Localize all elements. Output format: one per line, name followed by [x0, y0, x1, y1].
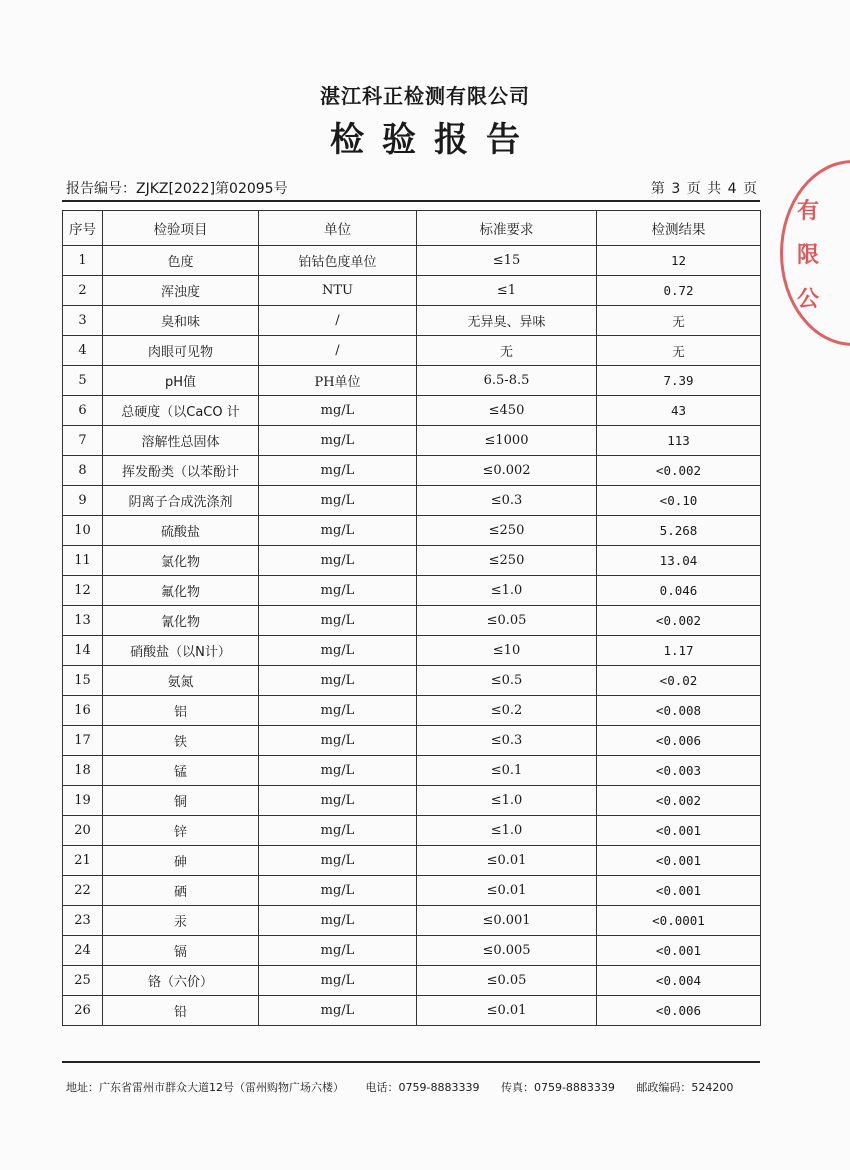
- cell-item: 镉: [103, 936, 259, 966]
- cell-unit: /: [259, 336, 417, 366]
- cell-unit: mg/L: [259, 456, 417, 486]
- cell-standard: ≤1.0: [417, 816, 597, 846]
- cell-standard: ≤0.005: [417, 936, 597, 966]
- cell-no: 3: [63, 306, 103, 336]
- table-row: [63, 876, 761, 906]
- cell-standard: 无: [417, 336, 597, 366]
- cell-unit: /: [259, 306, 417, 336]
- cell-result: 5.268: [597, 516, 761, 546]
- table-row: [63, 336, 761, 366]
- cell-standard: ≤0.01: [417, 876, 597, 906]
- cell-item: 铁: [103, 726, 259, 756]
- table-row: [63, 246, 761, 276]
- cell-result: 43: [597, 396, 761, 426]
- cell-item: 锌: [103, 816, 259, 846]
- cell-result: <0.10: [597, 486, 761, 516]
- cell-unit: mg/L: [259, 516, 417, 546]
- cell-unit: mg/L: [259, 846, 417, 876]
- table-row: [63, 366, 761, 396]
- col-header-item: 检验项目: [103, 211, 259, 246]
- cell-result: 0.72: [597, 276, 761, 306]
- cell-unit: mg/L: [259, 546, 417, 576]
- cell-no: 12: [63, 576, 103, 606]
- footer-fax: 传真：0759-8883339: [500, 1081, 615, 1094]
- cell-standard: ≤0.05: [417, 606, 597, 636]
- table-row: [63, 726, 761, 756]
- cell-result: <0.001: [597, 936, 761, 966]
- cell-result: <0.008: [597, 696, 761, 726]
- cell-standard: ≤0.001: [417, 906, 597, 936]
- cell-item: 铬（六价）: [103, 966, 259, 996]
- table-row: [63, 696, 761, 726]
- cell-item: 铅: [103, 996, 259, 1026]
- cell-item: 砷: [103, 846, 259, 876]
- cell-standard: ≤250: [417, 546, 597, 576]
- table-body: [63, 246, 761, 1026]
- cell-standard: ≤0.3: [417, 726, 597, 756]
- cell-result: 113: [597, 426, 761, 456]
- cell-unit: mg/L: [259, 486, 417, 516]
- cell-item: 铜: [103, 786, 259, 816]
- cell-unit: mg/L: [259, 426, 417, 456]
- cell-unit: mg/L: [259, 636, 417, 666]
- cell-item: 阴离子合成洗涤剂: [103, 486, 259, 516]
- cell-unit: mg/L: [259, 696, 417, 726]
- cell-no: 21: [63, 846, 103, 876]
- cell-item: 硝酸盐（以N计）: [103, 636, 259, 666]
- cell-standard: 无异臭、异味: [417, 306, 597, 336]
- cell-no: 17: [63, 726, 103, 756]
- col-header-unit: 单位: [259, 211, 417, 246]
- table-row: [63, 516, 761, 546]
- cell-standard: 6.5-8.5: [417, 366, 597, 396]
- cell-result: 无: [597, 336, 761, 366]
- cell-result: <0.02: [597, 666, 761, 696]
- cell-item: 硒: [103, 876, 259, 906]
- cell-standard: ≤1.0: [417, 576, 597, 606]
- cell-unit: mg/L: [259, 996, 417, 1026]
- cell-no: 7: [63, 426, 103, 456]
- table-row: [63, 456, 761, 486]
- cell-standard: ≤0.2: [417, 696, 597, 726]
- cell-standard: ≤0.05: [417, 966, 597, 996]
- table-header-row: [63, 211, 761, 246]
- cell-result: <0.006: [597, 996, 761, 1026]
- cell-standard: ≤0.3: [417, 486, 597, 516]
- footer-address: 地址：广东省雷州市群众大道12号（雷州购物广场六楼）: [66, 1081, 344, 1094]
- table-row: [63, 996, 761, 1026]
- cell-no: 9: [63, 486, 103, 516]
- table-row: [63, 306, 761, 336]
- seal-text: 有限公: [797, 199, 820, 312]
- table-row: [63, 666, 761, 696]
- cell-item: 总硬度（以CaCO 计: [103, 396, 259, 426]
- cell-standard: ≤10: [417, 636, 597, 666]
- cell-standard: ≤0.01: [417, 846, 597, 876]
- cell-no: 26: [63, 996, 103, 1026]
- footer-phone: 电话：0759-8883339: [365, 1081, 480, 1094]
- cell-item: 氟化物: [103, 576, 259, 606]
- cell-item: 色度: [103, 246, 259, 276]
- cell-standard: ≤15: [417, 246, 597, 276]
- cell-no: 10: [63, 516, 103, 546]
- table-row: [63, 636, 761, 666]
- table-row: [63, 426, 761, 456]
- cell-no: 13: [63, 606, 103, 636]
- table-row: [63, 576, 761, 606]
- cell-result: <0.0001: [597, 906, 761, 936]
- table-row: [63, 786, 761, 816]
- cell-no: 8: [63, 456, 103, 486]
- cell-standard: ≤1.0: [417, 786, 597, 816]
- cell-unit: mg/L: [259, 666, 417, 696]
- table-row: [63, 546, 761, 576]
- cell-unit: mg/L: [259, 576, 417, 606]
- cell-result: <0.002: [597, 786, 761, 816]
- page-info: 第 3 页 共 4 页: [650, 181, 758, 197]
- report-number: 报告编号：ZJKZ[2022]第02095号: [66, 181, 288, 197]
- table-row: [63, 816, 761, 846]
- cell-item: 铝: [103, 696, 259, 726]
- inspection-table: [62, 210, 761, 1026]
- cell-result: 13.04: [597, 546, 761, 576]
- cell-unit: mg/L: [259, 816, 417, 846]
- table-row: [63, 966, 761, 996]
- cell-no: 5: [63, 366, 103, 396]
- table-row: [63, 396, 761, 426]
- table-row: [63, 276, 761, 306]
- cell-unit: mg/L: [259, 396, 417, 426]
- cell-result: <0.001: [597, 846, 761, 876]
- cell-no: 16: [63, 696, 103, 726]
- cell-result: <0.001: [597, 876, 761, 906]
- cell-standard: ≤0.1: [417, 756, 597, 786]
- cell-no: 14: [63, 636, 103, 666]
- cell-unit: 铂钴色度单位: [259, 246, 417, 276]
- cell-standard: ≤1: [417, 276, 597, 306]
- cell-unit: mg/L: [259, 756, 417, 786]
- cell-result: 12: [597, 246, 761, 276]
- cell-no: 22: [63, 876, 103, 906]
- cell-item: 氨氮: [103, 666, 259, 696]
- cell-unit: mg/L: [259, 876, 417, 906]
- cell-unit: mg/L: [259, 606, 417, 636]
- cell-unit: PH单位: [259, 366, 417, 396]
- cell-item: 硫酸盐: [103, 516, 259, 546]
- cell-item: 肉眼可见物: [103, 336, 259, 366]
- cell-standard: ≤0.002: [417, 456, 597, 486]
- table-row: [63, 936, 761, 966]
- cell-no: 19: [63, 786, 103, 816]
- footer-postcode: 邮政编码：524200: [636, 1081, 734, 1094]
- col-header-standard: 标准要求: [417, 211, 597, 246]
- table-row: [63, 846, 761, 876]
- cell-result: <0.004: [597, 966, 761, 996]
- table-row: [63, 606, 761, 636]
- cell-result: 1.17: [597, 636, 761, 666]
- cell-result: 0.046: [597, 576, 761, 606]
- col-header-result: 检测结果: [597, 211, 761, 246]
- cell-unit: mg/L: [259, 936, 417, 966]
- cell-no: 2: [63, 276, 103, 306]
- table-row: [63, 486, 761, 516]
- cell-item: pH值: [103, 366, 259, 396]
- table-row: [63, 906, 761, 936]
- cell-item: 臭和味: [103, 306, 259, 336]
- cell-result: <0.003: [597, 756, 761, 786]
- cell-unit: mg/L: [259, 966, 417, 996]
- cell-unit: mg/L: [259, 906, 417, 936]
- cell-unit: mg/L: [259, 726, 417, 756]
- cell-result: <0.002: [597, 606, 761, 636]
- cell-item: 氯化物: [103, 546, 259, 576]
- cell-no: 4: [63, 336, 103, 366]
- bottom-divider: [62, 1061, 760, 1063]
- cell-item: 氰化物: [103, 606, 259, 636]
- cell-no: 25: [63, 966, 103, 996]
- col-header-no: 序号: [63, 211, 103, 246]
- cell-no: 15: [63, 666, 103, 696]
- cell-no: 18: [63, 756, 103, 786]
- cell-standard: ≤1000: [417, 426, 597, 456]
- cell-item: 汞: [103, 906, 259, 936]
- cell-item: 溶解性总固体: [103, 426, 259, 456]
- cell-no: 11: [63, 546, 103, 576]
- cell-no: 24: [63, 936, 103, 966]
- cell-unit: NTU: [259, 276, 417, 306]
- cell-standard: ≤0.5: [417, 666, 597, 696]
- table-row: [63, 756, 761, 786]
- top-divider: [62, 200, 760, 202]
- cell-result: <0.001: [597, 816, 761, 846]
- cell-standard: ≤250: [417, 516, 597, 546]
- cell-standard: ≤450: [417, 396, 597, 426]
- cell-no: 23: [63, 906, 103, 936]
- cell-item: 挥发酚类（以苯酚计: [103, 456, 259, 486]
- cell-no: 1: [63, 246, 103, 276]
- cell-result: <0.006: [597, 726, 761, 756]
- cell-result: 无: [597, 306, 761, 336]
- company-name: 湛江科正检测有限公司: [320, 84, 530, 108]
- cell-item: 锰: [103, 756, 259, 786]
- cell-result: <0.002: [597, 456, 761, 486]
- footer: [66, 1079, 751, 1095]
- cell-item: 浑浊度: [103, 276, 259, 306]
- report-title: 检验报告: [330, 120, 538, 160]
- cell-standard: ≤0.01: [417, 996, 597, 1026]
- cell-unit: mg/L: [259, 786, 417, 816]
- cell-no: 20: [63, 816, 103, 846]
- cell-result: 7.39: [597, 366, 761, 396]
- cell-no: 6: [63, 396, 103, 426]
